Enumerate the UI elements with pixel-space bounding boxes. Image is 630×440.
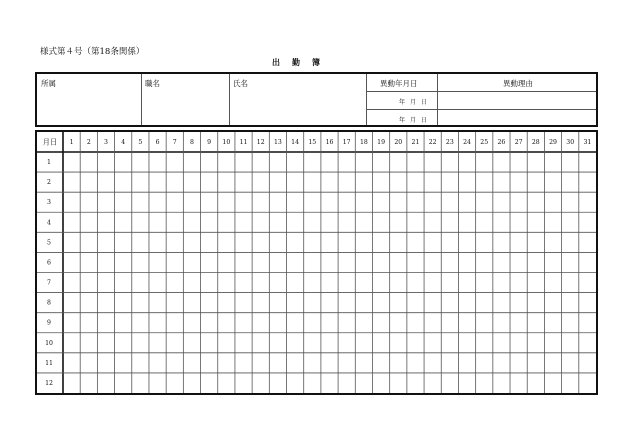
- day-header-label: 20: [394, 139, 403, 146]
- day-header-label: 1: [69, 139, 74, 146]
- day-header-label: 27: [514, 139, 523, 146]
- day-header-label: 15: [308, 139, 317, 146]
- transfer-date-placeholder-1: 年月日: [399, 99, 433, 106]
- month-row-label: 10: [45, 339, 53, 347]
- day-header-label: 16: [325, 139, 334, 146]
- day-header-label: 3: [104, 139, 108, 146]
- day-header-label: 25: [480, 139, 489, 146]
- affiliation-label: 所属: [41, 79, 56, 88]
- form-number-label: 様式第４号（第18条関係）: [40, 47, 145, 57]
- month-row-label: 12: [45, 379, 53, 387]
- attendance-grid: [35, 130, 598, 395]
- day-header-label: 5: [138, 139, 143, 146]
- day-header-label: 29: [549, 139, 557, 146]
- day-header-label: 28: [531, 139, 540, 146]
- month-row-label: 8: [47, 299, 51, 307]
- day-header-label: 7: [172, 139, 177, 146]
- month-row-label: 11: [45, 359, 53, 367]
- day-header-label: 12: [256, 139, 265, 146]
- transfer-date-label: 異動年月日: [380, 79, 418, 88]
- day-header-label: 14: [291, 139, 300, 146]
- header-info-block: [35, 72, 598, 127]
- position-label: 職名: [145, 79, 160, 88]
- day-header-label: 17: [342, 139, 351, 146]
- day-header-label: 4: [121, 139, 126, 146]
- grid-corner-label: 月日: [42, 137, 58, 147]
- day-header-label: 10: [222, 139, 231, 146]
- transfer-reason-label: 異動理由: [503, 79, 533, 88]
- day-header-label: 6: [155, 139, 160, 146]
- transfer-row-line-2: [366, 109, 596, 110]
- day-header-label: 2: [86, 139, 91, 146]
- month-row-label: 1: [47, 159, 51, 167]
- name-label: 氏名: [233, 79, 248, 88]
- month-row-label: 7: [47, 279, 51, 287]
- month-row-label: 3: [47, 199, 51, 207]
- day-header-label: 24: [463, 139, 471, 146]
- month-row-label: 9: [47, 319, 51, 327]
- month-row-label: 4: [47, 219, 51, 227]
- transfer-row-line-1: [366, 91, 596, 92]
- attendance-grid-svg: [37, 132, 596, 393]
- day-header-label: 30: [566, 139, 575, 146]
- transfer-date-placeholder-2: 年月日: [399, 117, 433, 124]
- month-row-label: 6: [47, 259, 51, 267]
- day-header-label: 13: [273, 139, 282, 146]
- divider-name-transfer: [366, 74, 367, 125]
- day-header-label: 19: [377, 139, 386, 146]
- document-title: 出 勤 簿: [272, 57, 322, 67]
- divider-affiliation-position: [141, 74, 142, 125]
- day-header-label: 31: [583, 139, 592, 146]
- day-header-label: 9: [207, 139, 212, 146]
- month-row-label: 5: [47, 239, 51, 247]
- day-header-label: 23: [445, 139, 454, 146]
- day-header-label: 26: [497, 139, 506, 146]
- day-header-label: 11: [239, 139, 248, 146]
- divider-date-reason: [437, 74, 438, 125]
- day-header-label: 21: [411, 139, 420, 146]
- day-header-label: 18: [359, 139, 368, 146]
- month-row-label: 2: [47, 179, 51, 187]
- day-header-label: 8: [189, 139, 194, 146]
- divider-position-name: [229, 74, 230, 125]
- day-header-label: 22: [428, 139, 437, 146]
